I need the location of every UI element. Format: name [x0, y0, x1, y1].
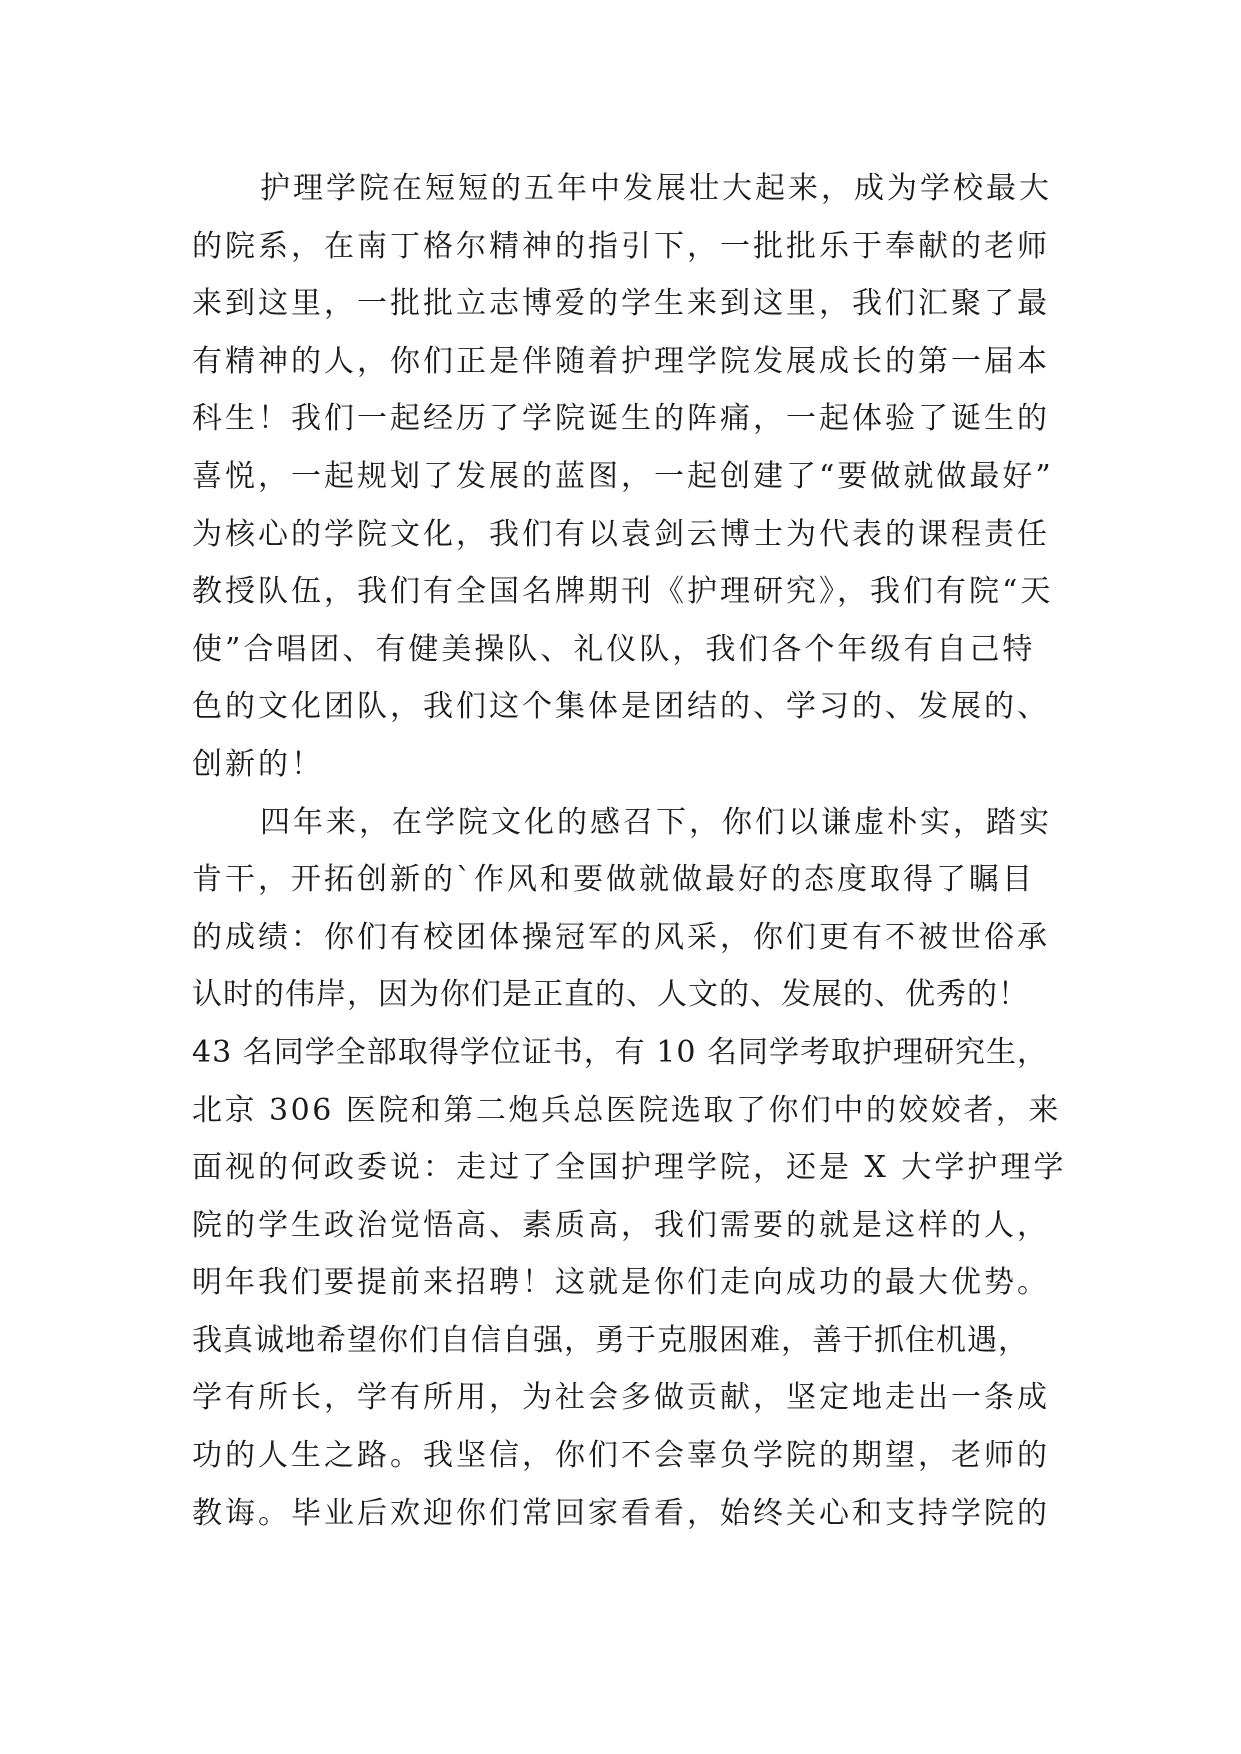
text-line: 创新的！	[192, 746, 324, 782]
text-line: 认时的伟岸，因为你们是正直的、人文的、发展的、优秀的！	[192, 977, 1029, 1013]
text-line: 为核心的学院文化，我们有以袁剑云博士为代表的课程责任	[192, 516, 1050, 552]
text-line: 的成绩：你们有校团体操冠军的风采，你们更有不被世俗承	[192, 919, 1050, 955]
text-line: 明年我们要提前来招聘！这就是你们走向成功的最大优势。	[192, 1265, 1050, 1301]
text-line: 43 名同学全部取得学位证书，有 10 名同学考取护理研究生，	[192, 1034, 1048, 1070]
text-line: 色的文化团队，我们这个集体是团结的、学习的、发展的、	[192, 689, 1050, 725]
text-line: 功的人生之路。我坚信，你们不会辜负学院的期望，老师的	[192, 1438, 1050, 1474]
text-line: 北京 306 医院和第二炮兵总医院选取了你们中的姣姣者，来	[192, 1092, 1061, 1128]
text-line: 四年来，在学院文化的感召下，你们以谦虚朴实，踏实	[260, 804, 1052, 840]
text-line: 科生！我们一起经历了学院诞生的阵痛，一起体验了诞生的	[192, 401, 1050, 437]
text-line: 肯干，开拓创新的`作风和要做就做最好的态度取得了瞩目	[192, 862, 1035, 898]
text-line: 学有所长，学有所用，为社会多做贡献，坚定地走出一条成	[192, 1380, 1050, 1416]
text-line: 教诲。毕业后欢迎你们常回家看看，始终关心和支持学院的	[192, 1495, 1050, 1531]
body-text	[192, 160, 1072, 1542]
text-line: 教授队伍，我们有全国名牌期刊《护理研究》，我们有院“天	[192, 574, 1054, 610]
text-line: 我真诚地希望你们自信自强，勇于克服困难，善于抓住机遇，	[192, 1322, 1029, 1358]
text-line: 使”合唱团、有健美操队、礼仪队，我们各个年级有自己特	[192, 631, 1036, 667]
text-line: 院的学生政治觉悟高、素质高，我们需要的就是这样的人，	[192, 1207, 1050, 1243]
text-line: 护理学院在短短的五年中发展壮大起来，成为学校最大	[260, 171, 1052, 206]
text-line: 面视的何政委说：走过了全国护理学院，还是 X 大学护理学	[192, 1150, 1067, 1186]
text-line: 的院系，在南丁格尔精神的指引下，一批批乐于奉献的老师	[192, 228, 1050, 264]
text-line: 喜悦，一起规划了发展的蓝图，一起创建了“要做就做最好”	[192, 458, 1054, 494]
text-line: 有精神的人，你们正是伴随着护理学院发展成长的第一届本	[192, 343, 1050, 379]
text-line: 来到这里，一批批立志博爱的学生来到这里，我们汇聚了最	[192, 286, 1050, 322]
